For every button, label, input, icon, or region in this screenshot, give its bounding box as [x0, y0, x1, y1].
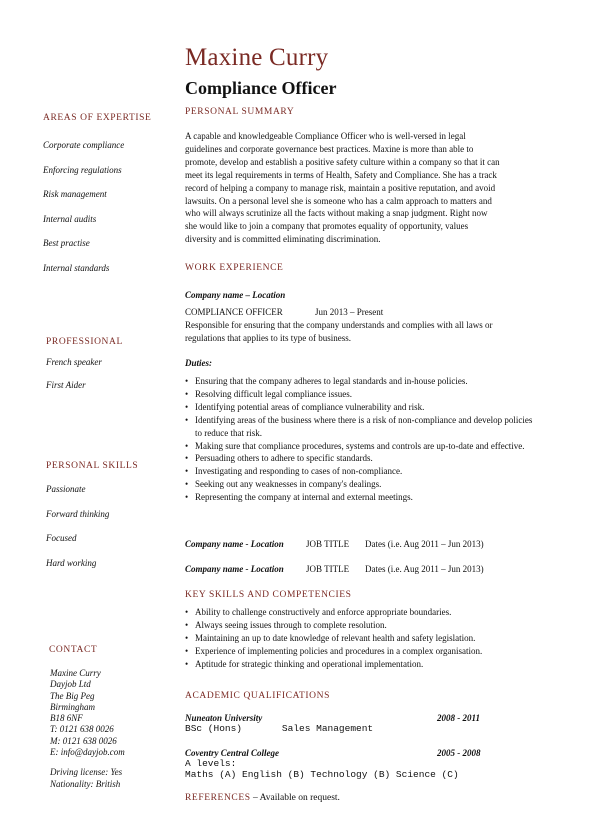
- list-item: French speaker: [46, 357, 102, 367]
- list-item: Internal standards: [43, 262, 110, 273]
- list-item: • Representing the company at internal and external meetings.: [185, 491, 540, 504]
- institution-name: Coventry Central College: [185, 748, 279, 758]
- contact-city: Birmingham: [50, 701, 95, 712]
- job2-line: [185, 539, 545, 549]
- candidate-name: Maxine Curry: [185, 44, 329, 71]
- qualification-2: [185, 748, 459, 780]
- list-item: Hard working: [46, 557, 97, 568]
- duties-label-text: Duties:: [185, 358, 212, 368]
- list-item: • Always seeing issues through to complete resolution.: [185, 619, 540, 632]
- list-item: Enforcing regulations: [43, 164, 122, 175]
- references-heading: REFERENCES: [185, 793, 251, 803]
- qualification-1: [185, 713, 373, 734]
- list-item: First Aider: [46, 380, 86, 390]
- summary-line: who will always scrutinize all the facts without making a snap judgment. Right now: [185, 208, 488, 219]
- contact-block: [50, 668, 125, 790]
- skills-heading: KEY SKILLS AND COMPETENCIES: [185, 590, 352, 600]
- contact-telephone: T: 0121 638 0026: [50, 724, 114, 735]
- personal-skills-heading: PERSONAL SKILLS: [46, 461, 139, 471]
- list-item: • Identifying areas of the business where there is a risk of non-compliance and develop policies to reduce that risk.: [185, 414, 533, 440]
- list-item: • Experience of implementing policies and procedures in a complex organisation.: [185, 645, 540, 658]
- job1-description: [185, 319, 537, 345]
- description-line: Responsible for ensuring that the company understands and complies with all laws or: [185, 320, 493, 330]
- contact-company: Dayjob Ltd: [50, 679, 91, 690]
- summary-paragraph: [185, 130, 537, 246]
- contact-mobile: M: 0121 638 0026: [50, 735, 117, 746]
- summary-heading: PERSONAL SUMMARY: [185, 107, 295, 117]
- work-heading: WORK EXPERIENCE: [185, 263, 284, 273]
- role-title: COMPLIANCE OFFICER: [185, 307, 283, 317]
- qualification-grades: Maths (A) English (B) Technology (B) Science (C): [185, 769, 459, 780]
- summary-line: record of helping a company to manage risk, maintain a positive reputation, and avoid: [185, 182, 496, 193]
- company-name: Company name – Location: [185, 290, 286, 300]
- list-item: • Seeking out any weaknesses in company's dealings.: [185, 478, 540, 491]
- nationality: Nationality: British: [50, 778, 121, 789]
- driving-license: Driving license: Yes: [50, 767, 123, 778]
- summary-line: lawsuits. On a personal level she is someone who has a calm approach to matters and: [185, 195, 492, 206]
- academic-heading: ACADEMIC QUALIFICATIONS: [185, 691, 330, 701]
- role-dates: Dates (i.e. Aug 2011 – Jun 2013): [365, 564, 484, 574]
- references-line: [185, 793, 340, 803]
- list-item: Internal audits: [43, 213, 97, 224]
- duties-list: [185, 375, 540, 504]
- expertise-heading: AREAS OF EXPERTISE: [43, 113, 152, 123]
- role-title: JOB TITLE: [306, 564, 350, 574]
- contact-heading: CONTACT: [49, 645, 98, 655]
- summary-line: she would like to join a company that promotes equality of opportunity, values: [185, 221, 469, 232]
- list-item: • Persuading others to adhere to specific standards.: [185, 452, 540, 465]
- contact-name: Maxine Curry: [50, 668, 101, 678]
- summary-line: guidelines and corporate governance best practices. Maxine is more than able to: [185, 143, 474, 154]
- job-title: Compliance Officer: [185, 78, 337, 98]
- summary-line: meet its legal requirements in terms of Health, Safety and Compliance. She has a track: [185, 169, 497, 180]
- list-item: Risk management: [43, 189, 107, 199]
- contact-address-line: The Big Peg: [50, 690, 95, 701]
- list-item: Passionate: [46, 484, 86, 494]
- description-line: regulations that applies to its type of business.: [185, 332, 351, 343]
- list-item: • Resolving difficult legal compliance issues.: [185, 388, 540, 401]
- role-dates: Jun 2013 – Present: [315, 307, 384, 317]
- list-item: • Ensuring that the company adheres to legal standards and in-house policies.: [185, 375, 540, 388]
- duties-label: [185, 358, 212, 368]
- list-item: • Maintaining an up to date knowledge of relevant health and safety legislation.: [185, 632, 540, 645]
- professional-heading: PROFESSIONAL: [46, 337, 123, 347]
- company-name: Company name - Location: [185, 564, 284, 574]
- summary-line: diversity and is committed eliminating discrimination.: [185, 234, 381, 245]
- contact-email: E: info@dayjob.com: [50, 747, 125, 758]
- skills-list: [185, 606, 540, 671]
- company-name: Company name - Location: [185, 539, 284, 549]
- list-item: • Aptitude for strategic thinking and operational implementation.: [185, 658, 540, 671]
- qualification-2-dates: 2005 - 2008: [437, 748, 481, 758]
- job3-line: [185, 564, 545, 574]
- institution-name: Nuneaton University: [185, 713, 263, 723]
- professional-list: [46, 357, 102, 403]
- expertise-list: [43, 140, 124, 287]
- list-item: Corporate compliance: [43, 140, 125, 150]
- list-item: Focused: [46, 533, 77, 543]
- qualification-1-dates: 2008 - 2011: [437, 713, 481, 723]
- list-item: • Identifying potential areas of compliance vulnerability and risk.: [185, 401, 540, 414]
- job1-company: [185, 290, 285, 300]
- list-item: Forward thinking: [46, 508, 110, 519]
- list-item: • Making sure that compliance procedures, systems and controls are up-to-date and effective.: [185, 440, 533, 453]
- qualification-line: A levels:: [185, 758, 237, 769]
- summary-line: promote, develop and establish a positive safety culture within a company so that it can: [185, 156, 500, 167]
- list-item: • Ability to challenge constructively and enforce appropriate boundaries.: [185, 606, 540, 619]
- role-dates: Dates (i.e. Aug 2011 – Jun 2013): [365, 539, 484, 549]
- degree-line: BSc (Hons) Sales Management: [185, 723, 374, 734]
- references-text: – Available on request.: [253, 793, 340, 803]
- summary-line: A capable and knowledgeable Compliance Officer who is well-versed in legal: [185, 131, 466, 141]
- list-item: Best practise: [43, 238, 90, 248]
- contact-postcode: B18 6NF: [50, 713, 83, 724]
- job1-role-line: [185, 307, 384, 317]
- list-item: • Investigating and responding to cases of non-compliance.: [185, 465, 540, 478]
- personal-skills-list: [46, 484, 109, 582]
- role-title: JOB TITLE: [306, 539, 350, 549]
